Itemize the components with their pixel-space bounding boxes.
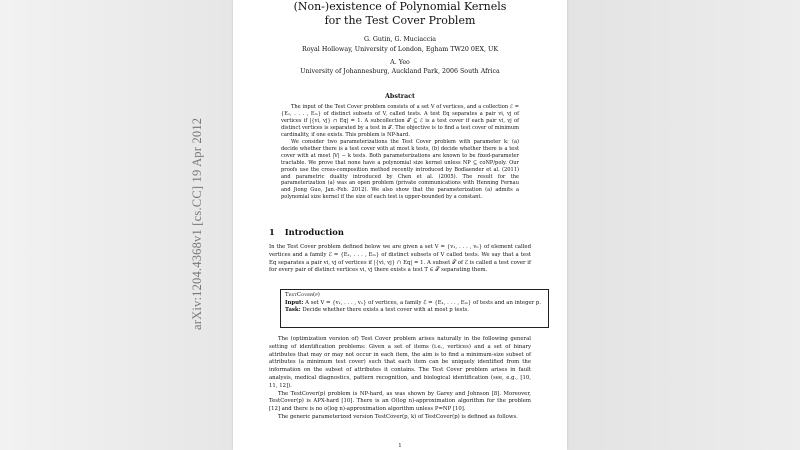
abstract-paragraph-1: The input of the Test Cover problem consists of a set V of vertices, and a collection ℰ = {E₁, . . . , Eₘ} of distinct subsets of V, called tests. A test Eq separates a pair vi, vj of vertices if |{vi, vj} ∩ Eq| = 1. A subcollection 𝒯 ⊆ ℰ is a test cover if each pair vi, vj of distinct vertices is separated by a test in 𝒯. The objective is to find a test cover of minimum cardinality, if one exists. This problem is NP-hard. <box>281 104 519 138</box>
intro-paragraph-1: In the Test Cover problem defined below we are given a set V = {v₁, . . . , vₙ} of element called vertices and a family ℰ = {E₁, . . . , Eₘ} of distinct subsets of V called tests. We say that a test Eq separates a pair vi, vj of vertices if |{vi, vj} ∩ Eq| = 1. A subset 𝒯 of ℰ is called a test cover if for every pair of distinct vertices vi, vj there exists a test T ∈ 𝒯 separating them. <box>269 244 531 274</box>
intro-paragraph-2: The (optimization version of) Test Cover problem arises naturally in the following general setting of identification problems: Given a set of items (i.e., vertices) and a set of binary attributes that may or may not occur in each item, the aim is to find a minimum-size subset of attributes (a minimum test cover) such that each item can be uniquely identified from the information on the subset of attributes it contains. The Test Cover problem arises in fault analysis, medical diagnostics, pattern recognition, and biological identification (see, e.g., [10, 11, 12]). <box>269 336 531 389</box>
arxiv-stamp: arXiv:1204.4368v1 [cs.CC] 19 Apr 2012 <box>190 117 204 330</box>
input-text: A set V = {v₁, . . . , vₙ} of vertices, a family ℰ = {E₁, . . . , Eₘ} of tests and an integer p. <box>305 299 542 306</box>
problem-definition-box <box>280 289 549 328</box>
abstract <box>281 104 519 201</box>
abstract-heading: Abstract <box>385 93 415 100</box>
intro-body <box>269 336 531 422</box>
section-number: 1 <box>269 227 275 237</box>
right-margin <box>567 0 800 450</box>
task-label: Task: <box>285 307 301 314</box>
problem-name: TestCover(p) <box>285 292 320 298</box>
paper-page <box>233 0 567 450</box>
authors-line-1: G. Gutin, G. Muciaccia <box>364 36 436 43</box>
authors-line-2: A. Yeo <box>390 59 410 66</box>
abstract-paragraph-2: We consider two parameterizations the Test Cover problem with parameter k: (a) decide whether there is a test cover with at most k tests, (b) decide whether there is a test cover with at most |V| − k tests. Both parameterizations are known to be fixed-parameter tractable. We prove that none have a polynomial size kernel unless NP ⊆ coNP/poly. Our proofs use the cross-composition method recently introduced by Bodlaender et al. (2011) and parametric duality introduced by Chen et al. (2005). The result for the parameterization (a) was an open problem (private communications with Henning Fernau and Jiong Guo, Jan.-Feb. 2012). We also show that the parameterization (a) admits a polynomial size kernel if the size of each test is upper-bounded by a constant. <box>281 138 519 201</box>
section-heading <box>269 227 354 237</box>
problem-task <box>285 307 544 315</box>
intro-paragraph-3: The TestCover(p) problem is NP-hard, as was shown by Garey and Johnson [8]. Moreover, TestCover(p) is APX-hard [10]. There is an O(log n)-approximation algorithm for the problem [12] and there is no o(log n)-approximation algorithm unless P=NP [10]. <box>269 390 531 413</box>
section-title: Introduction <box>284 227 344 237</box>
affiliation-1: Royal Holloway, University of London, Egham TW20 0EX, UK <box>301 46 499 53</box>
affiliation-2: University of Johannesburg, Auckland Park, 2006 South Africa <box>300 68 500 75</box>
intro-paragraph-4: The generic parameterized version TestCover(p, k) of TestCover(p) is defined as follows. <box>278 413 518 420</box>
paper-title: (Non-)existence of Polynomial Kernels for the Test Cover Problem <box>293 0 507 27</box>
page-number: 1 <box>398 443 402 449</box>
problem-input <box>285 300 544 308</box>
task-text: Decide whether there exists a test cover with at most p tests. <box>302 307 469 314</box>
input-label: Input: <box>285 299 304 306</box>
